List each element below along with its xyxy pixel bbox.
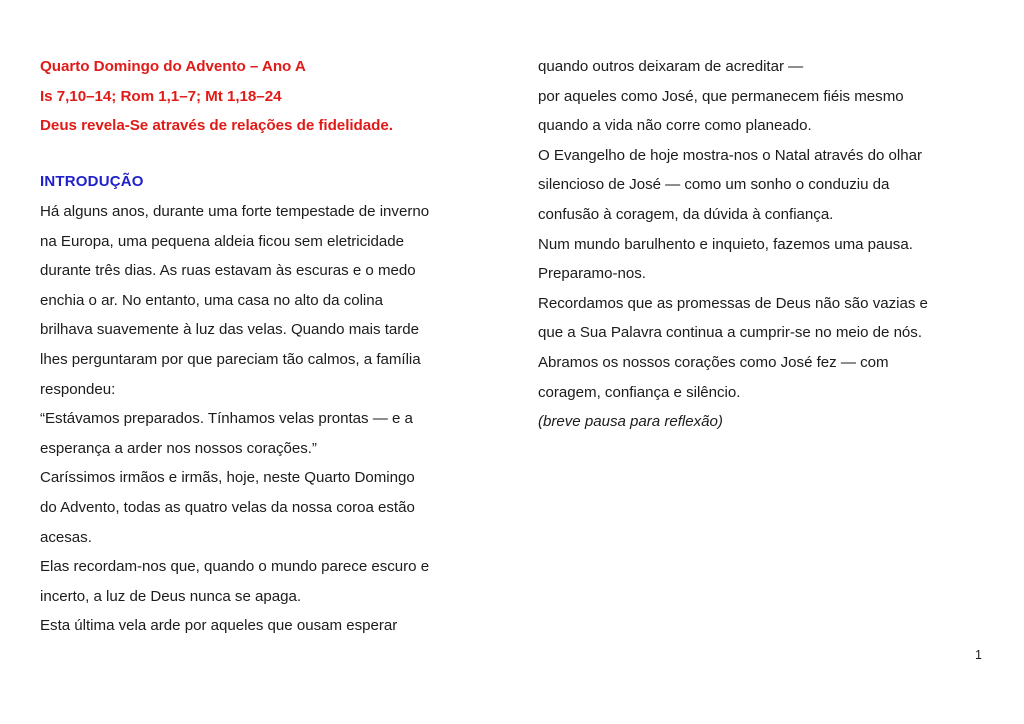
body-line: O Evangelho de hoje mostra-nos o Natal através do olhar: [538, 146, 923, 164]
body-line: quando a vida não corre como planeado.: [538, 117, 812, 135]
body-line: na Europa, uma pequena aldeia ficou sem eletricidade: [40, 232, 404, 250]
body-line: respondeu:: [40, 380, 116, 398]
body-line: Há alguns anos, durante uma forte tempestade de inverno: [40, 203, 430, 220]
body-line: lhes perguntaram por que pareciam tão calmos, a família: [40, 350, 421, 368]
page-number: 1: [975, 648, 982, 662]
body-line: Recordamos que as promessas de Deus não são vazias e: [538, 294, 928, 312]
body-line: Num mundo barulhento e inquieto, fazemos uma pausa.: [538, 235, 913, 253]
body-line: Elas recordam-nos que, quando o mundo parece escuro e: [40, 558, 430, 576]
heading-line-title: Quarto Domingo do Advento – Ano A: [40, 58, 306, 75]
homily-heading: [40, 52, 486, 141]
body-line: esperança a arder nos nossos corações.”: [40, 439, 317, 457]
body-line: brilhava suavemente à luz das velas. Quando mais tarde: [40, 321, 419, 339]
body-line: Preparamo-nos.: [538, 265, 646, 283]
body-line: acesas.: [40, 528, 92, 546]
body-line: coragem, confiança e silêncio.: [538, 383, 741, 401]
heading-line-readings: Is 7,10–14; Rom 1,1–7; Mt 1,18–24: [40, 87, 282, 105]
body-line: Caríssimos irmãos e irmãs, hoje, neste Quarto Domingo: [40, 469, 415, 487]
heading-line-theme: Deus revela-Se através de relações de fidelidade.: [40, 117, 393, 134]
body-line: incerto, a luz de Deus nunca se apaga.: [40, 587, 302, 605]
body-line: por aqueles como José, que permanecem fiéis mesmo: [538, 87, 904, 105]
right-column-body: [538, 52, 990, 437]
two-column-layout: [40, 52, 984, 641]
body-line: que a Sua Palavra continua a cumprir-se no meio de nós.: [538, 324, 923, 342]
body-line: quando outros deixaram de acreditar —: [538, 58, 804, 75]
left-column: [40, 52, 486, 641]
body-line: Esta última vela arde por aqueles que ousam esperar: [40, 617, 398, 635]
body-line: confusão à coragem, da dúvida à confiança.: [538, 205, 834, 223]
body-line: silencioso de José — como um sonho o conduziu da: [538, 176, 890, 194]
closing-rubric: (breve pausa para reflexão): [538, 413, 723, 431]
body-line: “Estávamos preparados. Tínhamos velas prontas — e a: [40, 410, 413, 428]
body-line: Abramos os nossos corações como José fez — com: [538, 353, 889, 371]
section-title-introducao: INTRODUÇÃO: [40, 172, 144, 190]
body-line: durante três dias. As ruas estavam às escuras e o medo: [40, 262, 416, 280]
body-line: enchia o ar. No entanto, uma casa no alto da colina: [40, 291, 384, 309]
right-column: [538, 52, 990, 437]
left-column-body: [40, 197, 486, 641]
body-line: do Advento, todas as quatro velas da nossa coroa estão: [40, 498, 415, 516]
